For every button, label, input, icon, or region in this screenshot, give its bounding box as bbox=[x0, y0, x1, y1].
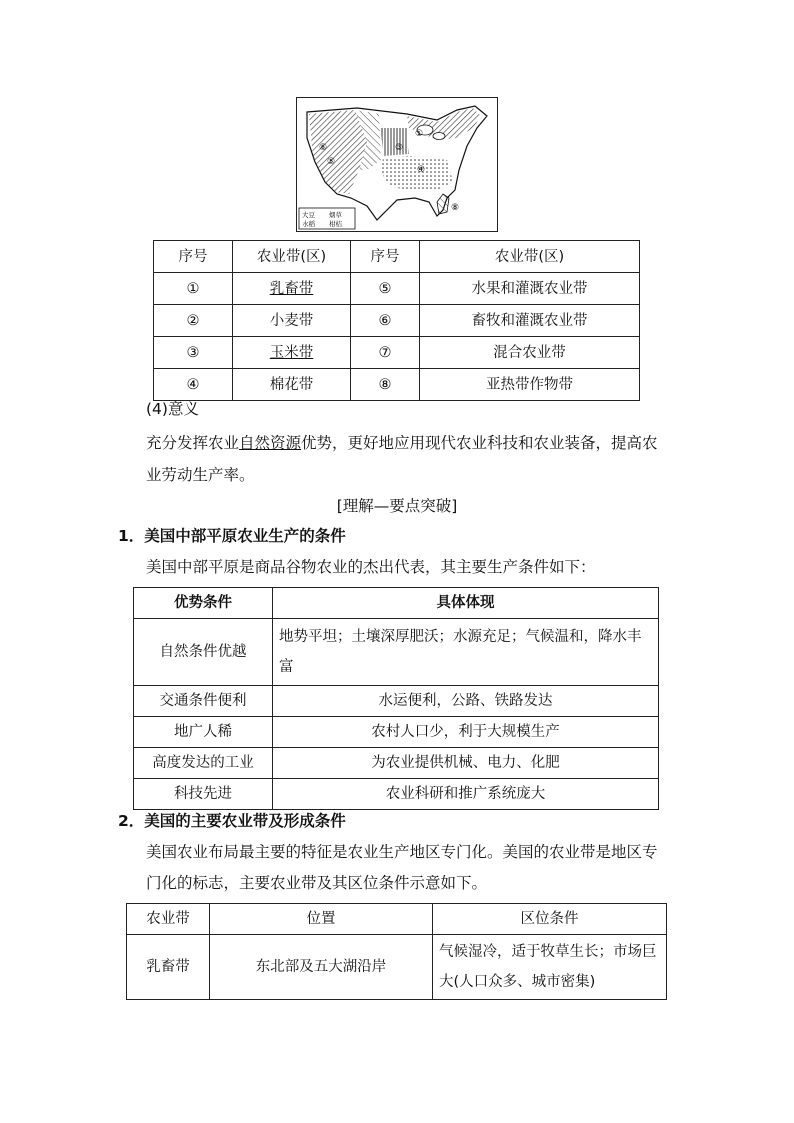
table-cell: 乳畜带 bbox=[127, 935, 210, 1000]
table-cell: 水运便利，公路、铁路发达 bbox=[273, 686, 659, 717]
table-header: 序号 bbox=[351, 241, 420, 273]
table-header: 优势条件 bbox=[134, 588, 273, 619]
table-cell: 亚热带作物带 bbox=[420, 369, 640, 401]
underlined-answer: 自然资源 bbox=[239, 434, 302, 452]
table-header: 农业带(区) bbox=[233, 241, 351, 273]
table-cell: 棉花带 bbox=[233, 369, 351, 401]
table-cell: 地广人稀 bbox=[134, 717, 273, 748]
belt-location-table bbox=[126, 903, 667, 1000]
table-row bbox=[134, 717, 659, 748]
map-marker: ④ bbox=[417, 165, 426, 175]
table-row bbox=[134, 748, 659, 779]
table-cell: ② bbox=[154, 305, 233, 337]
point2-intro-line2: 门化的标志，主要农业带及其区位条件示意如下。 bbox=[146, 874, 488, 892]
table-cell: ⑦ bbox=[351, 337, 420, 369]
table-row bbox=[134, 619, 659, 686]
table-cell: 自然条件优越 bbox=[134, 619, 273, 686]
table-row bbox=[134, 686, 659, 717]
agriculture-belt-table bbox=[153, 240, 640, 401]
table-header: 农业带 bbox=[127, 904, 210, 935]
significance-heading: (4)意义 bbox=[146, 400, 199, 418]
table-cell: ③ bbox=[154, 337, 233, 369]
significance-line1 bbox=[146, 428, 658, 459]
point1-title: 1．美国中部平原农业生产的条件 bbox=[118, 527, 346, 545]
table-cell: 地势平坦；土壤深厚肥沃；水源充足；气候温和，降水丰富 bbox=[273, 619, 659, 686]
text-span: 充分发挥农业 bbox=[146, 434, 240, 452]
table-cell: 小麦带 bbox=[233, 305, 351, 337]
table-cell: 高度发达的工业 bbox=[134, 748, 273, 779]
map-marker: ③ bbox=[395, 143, 404, 153]
table-row bbox=[127, 935, 667, 1000]
point2-intro-line1: 美国农业布局最主要的特征是农业生产地区专门化。美国的农业带是地区专 bbox=[146, 843, 658, 861]
table-cell: 畜牧和灌溉农业带 bbox=[420, 305, 640, 337]
table-header: 位置 bbox=[210, 904, 433, 935]
table-header: 具体体现 bbox=[273, 588, 659, 619]
map-legend-citrus: 柑桔 bbox=[329, 220, 342, 228]
table-cell: 科技先进 bbox=[134, 779, 273, 810]
table-cell: ④ bbox=[154, 369, 233, 401]
text-span: 优势，更好地应用现代农业科技和农业装备，提高农 bbox=[301, 434, 658, 452]
map-legend-tobacco: 烟草 bbox=[329, 211, 342, 219]
table-cell: 交通条件便利 bbox=[134, 686, 273, 717]
table-header-row bbox=[154, 241, 640, 273]
map-marker: ⑤ bbox=[327, 157, 336, 167]
table-header-row bbox=[134, 588, 659, 619]
map-legend-soybean: 大豆 bbox=[302, 211, 315, 219]
table-cell: 农业科研和推广系统庞大 bbox=[273, 779, 659, 810]
table-cell: 气候湿冷，适于牧草生长；市场巨大(人口众多、城市密集) bbox=[433, 935, 667, 1000]
table-cell: ⑥ bbox=[351, 305, 420, 337]
table-cell: 为农业提供机械、电力、化肥 bbox=[273, 748, 659, 779]
table-row bbox=[154, 337, 640, 369]
table-cell: 农村人口少，利于大规模生产 bbox=[273, 717, 659, 748]
table-cell: 水果和灌溉农业带 bbox=[420, 273, 640, 305]
table-cell: 东北部及五大湖沿岸 bbox=[210, 935, 433, 1000]
table-header: 农业带(区) bbox=[420, 241, 640, 273]
table-cell: ⑧ bbox=[351, 369, 420, 401]
table-row bbox=[154, 273, 640, 305]
table-cell bbox=[233, 273, 351, 305]
map-marker: ⑥ bbox=[319, 143, 328, 153]
table-cell: ⑤ bbox=[351, 273, 420, 305]
usa-agriculture-map bbox=[296, 97, 498, 232]
significance-line2: 业劳动生产率。 bbox=[146, 466, 255, 484]
map-marker: ① bbox=[415, 129, 424, 139]
table-header-row bbox=[127, 904, 667, 935]
table-cell bbox=[233, 337, 351, 369]
table-row bbox=[154, 305, 640, 337]
map-graphic bbox=[297, 98, 497, 231]
map-legend-rice: 水稻 bbox=[302, 220, 315, 228]
table-row bbox=[154, 369, 640, 401]
point1-intro: 美国中部平原是商品谷物农业的杰出代表，其主要生产条件如下： bbox=[146, 558, 596, 576]
table-cell: ① bbox=[154, 273, 233, 305]
conditions-table bbox=[133, 587, 659, 810]
underlined-answer: 乳畜带 bbox=[269, 280, 314, 297]
table-header: 区位条件 bbox=[433, 904, 667, 935]
table-row bbox=[134, 779, 659, 810]
table-header: 序号 bbox=[154, 241, 233, 273]
section-title: [理解—要点突破] bbox=[336, 497, 458, 515]
underlined-answer: 玉米带 bbox=[269, 344, 314, 361]
table-cell: 混合农业带 bbox=[420, 337, 640, 369]
point2-title: 2．美国的主要农业带及形成条件 bbox=[118, 812, 346, 830]
map-marker: ⑧ bbox=[451, 203, 460, 213]
